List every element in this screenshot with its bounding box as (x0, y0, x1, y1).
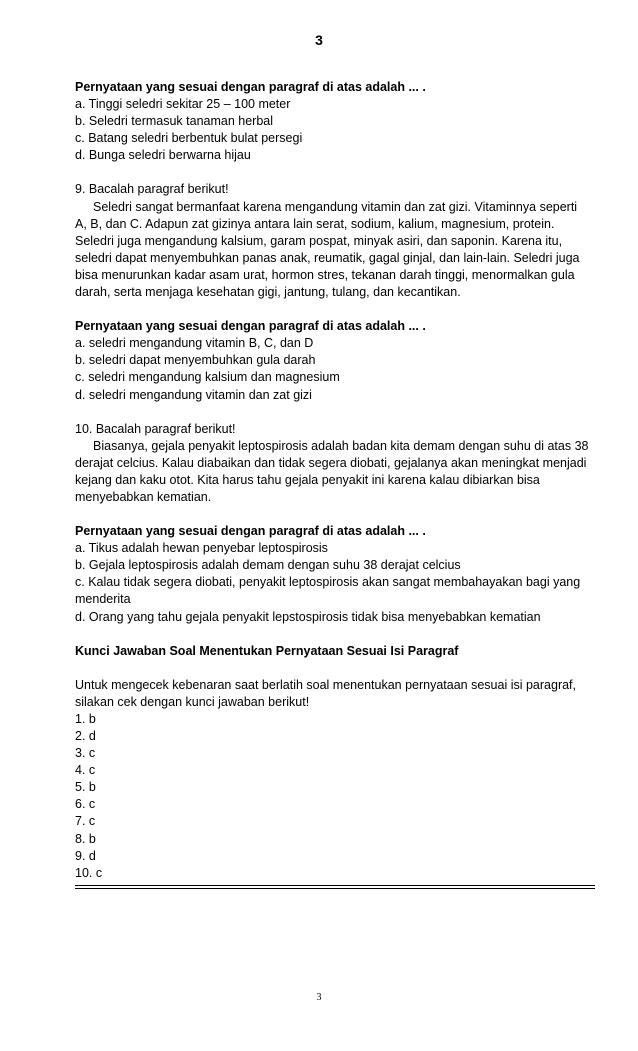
q9-question: Pernyataan yang sesuai dengan paragraf di atas adalah ... . (75, 319, 426, 334)
q9-paragraph-line: Seledri juga mengandung kalsium, garam pospat, minyak asiri, dan saponin. Karena itu, (75, 233, 563, 248)
q10-question: Pernyataan yang sesuai dengan paragraf di atas adalah ... . (75, 524, 426, 539)
q9-paragraph-line: Seledri sangat bermanfaat karena mengandung vitamin dan zat gizi. Vitaminnya seperti (93, 199, 578, 214)
q8-question: Pernyataan yang sesuai dengan paragraf di atas adalah ... . (75, 80, 426, 94)
answer-item: 6. c (75, 797, 96, 812)
q8-option-d: d. Bunga seledri berwarna hijau (75, 148, 251, 163)
answer-key-intro-line: silakan cek dengan kunci jawaban berikut! (75, 694, 310, 709)
answer-item: 2. d (75, 729, 96, 743)
q10-intro: 10. Bacalah paragraf berikut! (75, 421, 236, 436)
q10-option-a: a. Tikus adalah hewan penyebar leptospirosis (75, 541, 328, 556)
q10-paragraph-line: Biasanya, gejala penyakit leptospirosis adalah badan kita demam dengan suhu di atas 38 (93, 438, 589, 453)
q9-option-a: a. seledri mengandung vitamin B, C, dan D (75, 336, 314, 351)
answer-item: 1. b (75, 711, 96, 726)
q10-paragraph-line: menyebabkan kematian. (75, 489, 212, 504)
q10-paragraph-line: kejang dan kaku otot. Kita harus tahu gejala penyakit ini karena kalau dibiarkan bisa (75, 472, 540, 487)
q9-paragraph-line: seledri dapat menyembuhkan panas anak, reumatik, gagal ginjal, dan lain-lain. Seledri juga (75, 250, 580, 265)
answer-item: 10. c (75, 865, 103, 880)
answer-item: 5. b (75, 780, 96, 795)
answer-item: 8. b (75, 831, 96, 846)
q10-option-d: d. Orang yang tahu gejala penyakit lepstospirosis tidak bisa menyebabkan kematian (75, 609, 541, 624)
q8-option-a: a. Tinggi seledri sekitar 25 – 100 meter (75, 97, 291, 112)
answer-item: 7. c (75, 814, 96, 829)
q8-option-b: b. Seledri termasuk tanaman herbal (75, 114, 274, 129)
answer-item: 4. c (75, 763, 96, 778)
page-footer-number: 3 (316, 992, 322, 1003)
footer-double-rule (75, 885, 595, 889)
q9-option-d: d. seledri mengandung vitamin dan zat gizi (75, 387, 312, 402)
answer-key-title: Kunci Jawaban Soal Menentukan Pernyataan Sesuai Isi Paragraf (75, 643, 459, 658)
q9-option-b: b. seledri dapat menyembuhkan gula darah (75, 353, 316, 368)
q8-option-c: c. Batang seledri berbentuk bulat persegi (75, 131, 303, 146)
q10-paragraph-line: derajat celcius. Kalau diabaikan dan tidak segera diobati, gejalanya akan meningkat menjadi (75, 455, 587, 470)
page-content (75, 79, 605, 882)
answer-item: 3. c (75, 746, 96, 761)
q10-option-b: b. Gejala leptospirosis adalah demam dengan suhu 38 derajat celcius (75, 558, 461, 573)
q10-option-c-cont: menderita (75, 592, 131, 607)
q9-paragraph-line: A, B, dan C. Adapun zat gizinya antara lain serat, sodium, kalium, magnesium, protein. (75, 216, 555, 231)
q10-option-c: c. Kalau tidak segera diobati, penyakit leptospirosis akan sangat membahayakan bagi yang (75, 575, 581, 590)
page-header-number: 3 (315, 32, 323, 48)
q9-paragraph-line: darah, serta menjaga kesehatan gigi, jantung, tulang, dan kecantikan. (75, 285, 461, 300)
q9-paragraph-line: bisa menurunkan kadar asam urat, hormon stres, tekanan darah tinggi, menormalkan gula (75, 267, 575, 282)
answer-item: 9. d (75, 848, 96, 863)
q9-option-c: c. seledri mengandung kalsium dan magnesium (75, 370, 340, 385)
q9-intro: 9. Bacalah paragraf berikut! (75, 182, 229, 197)
answer-key-intro-line: Untuk mengecek kebenaran saat berlatih soal menentukan pernyataan sesuai isi paragraf, (75, 677, 577, 692)
